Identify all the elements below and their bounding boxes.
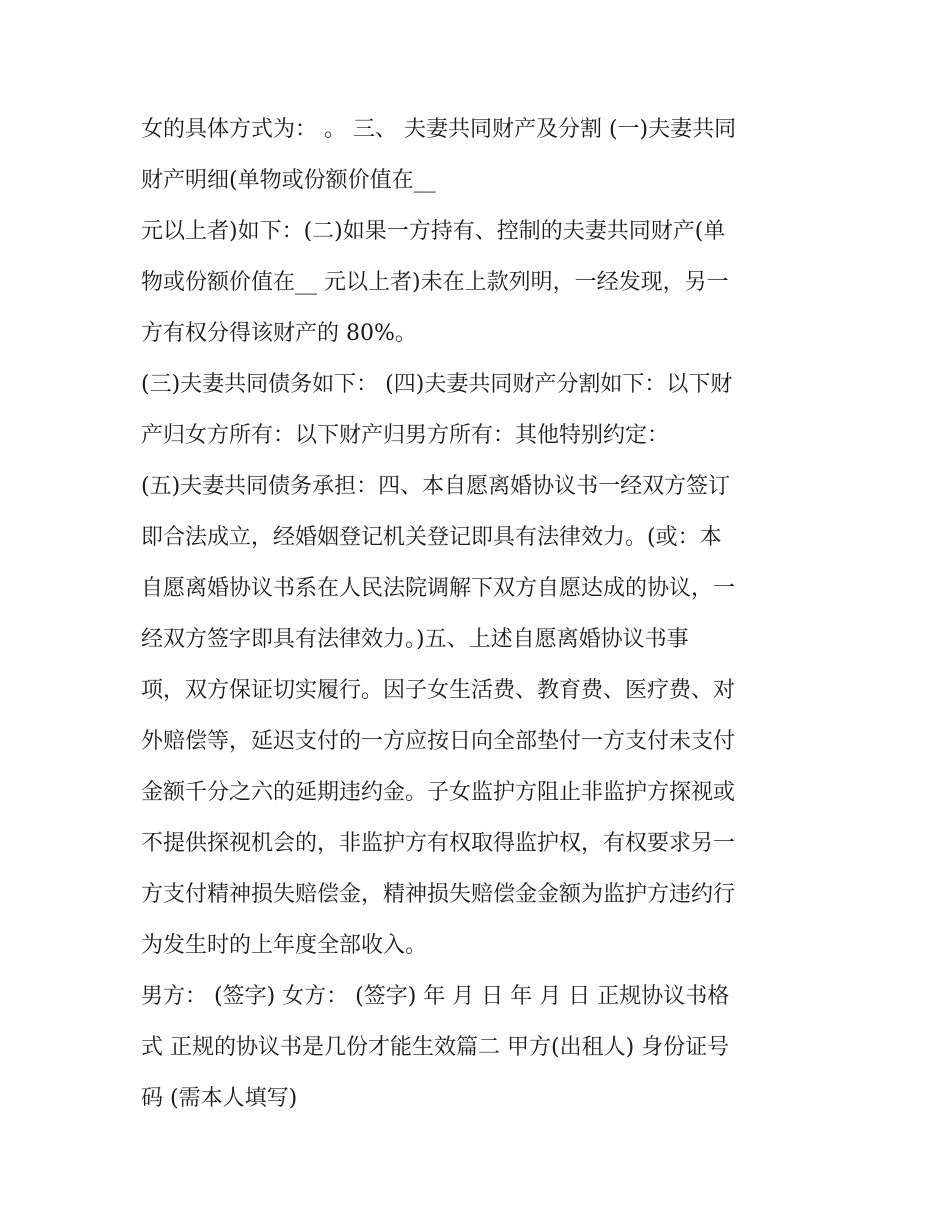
text-line: (五)夫妻共同债务承担：四、本自愿离婚协议书一经双方签订 (141, 474, 731, 499)
text-line: 即合法成立，经婚姻登记机关登记即具有法律效力。(或：本 (141, 525, 722, 550)
text-line: 码 (需本人填写) (141, 1086, 298, 1111)
text-line: 元以上者)如下：(二)如果一方持有、控制的夫妻共同财产(单 (141, 219, 726, 244)
text-line: 方有权分得该财产的 80%。 (141, 321, 417, 346)
text-line: 不提供探视机会的，非监护方有权取得监护权，有权要求另一 (141, 831, 736, 856)
text-line: 外赔偿等，延迟支付的一方应按日向全部垫付一方支付未支付 (141, 729, 736, 754)
text-line: 物或份额价值在__ 元以上者)未在上款列明，一经发现，另一 (141, 270, 729, 295)
text-line: 女的具体方式为： 。 三、 夫妻共同财产及分割 (一)夫妻共同 (141, 117, 737, 142)
text-line: 男方： (签字) 女方： (签字) 年 月 日 年 月 日 正规协议书格 (141, 984, 730, 1009)
text-line: 式 正规的协议书是几份才能生效篇二 甲方(出租人) 身份证号 (141, 1035, 730, 1060)
text-line: 为发生时的上年度全部收入。 (141, 933, 428, 958)
text-line: 金额千分之六的延期违约金。子女监护方阻止非监护方探视或 (141, 780, 736, 805)
text-line: 财产明细(单物或份额价值在__ (141, 168, 436, 193)
text-line: 产归女方所有：以下财产归男方所有：其他特别约定： (141, 423, 670, 448)
text-line: 方支付精神损失赔偿金，精神损失赔偿金金额为监护方违约行 (141, 882, 736, 907)
text-line: 自愿离婚协议书系在人民法院调解下双方自愿达成的协议，一 (141, 576, 736, 601)
text-line: (三)夫妻共同债务如下： (四)夫妻共同财产分割如下：以下财 (141, 372, 733, 397)
text-line: 项，双方保证切实履行。因子女生活费、教育费、医疗费、对 (141, 678, 736, 703)
text-line: 经双方签字即具有法律效力。)五、上述自愿离婚协议书事 (141, 627, 689, 652)
